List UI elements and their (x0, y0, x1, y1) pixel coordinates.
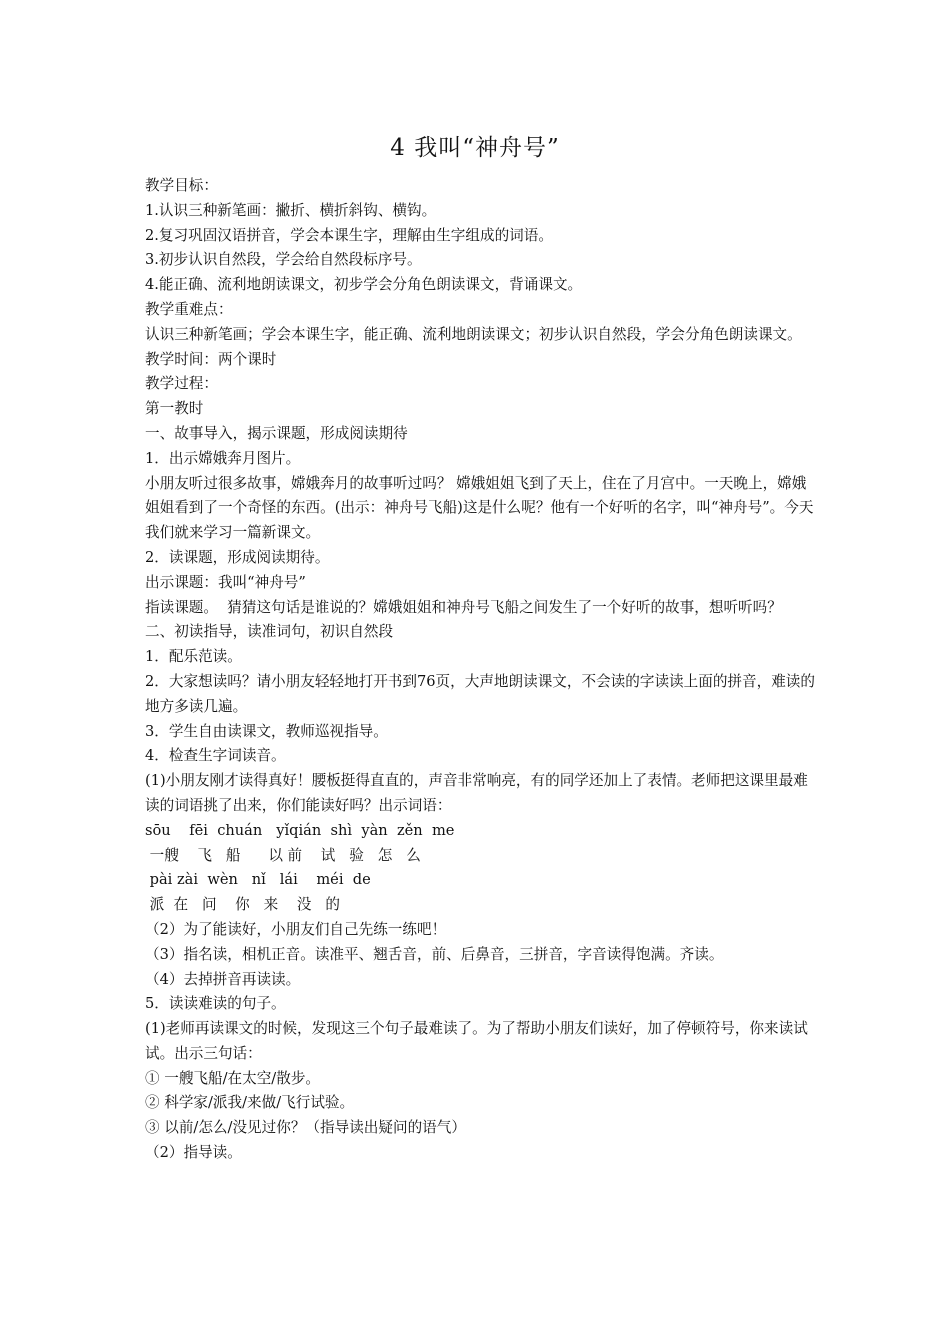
pinyin-line: sōu fēi chuán yǐqián shì yàn zěn me (145, 821, 455, 839)
text-line: 一、故事导入，揭示课题，形成阅读期待 (145, 424, 408, 442)
text-line: 认识三种新笔画；学会本课生字，能正确、流利地朗读课文；初步认识自然段，学会分角色朗读课文。 (145, 325, 802, 343)
text-line: （4）去掉拼音再读读。 (145, 970, 301, 988)
vocabulary-line: 派 在 问 你 来 没 的 (145, 896, 340, 914)
text-line: （2）为了能读好，小朋友们自己先练一练吧！ (145, 920, 447, 938)
text-line: （3）指名读，相机正音。读准平、翘舌音，前、后鼻音，三拼音，字音读得饱满。齐读。 (145, 945, 724, 963)
text-line: 2．读课题，形成阅读期待。 (145, 548, 330, 566)
text-line: （2）指导读。 (145, 1144, 242, 1162)
text-line: 教学过程： (145, 375, 218, 393)
text-line: 教学时间：两个课时 (145, 350, 277, 368)
text-line: (1)小朋友刚才读得真好！腰板挺得直直的，声音非常响亮，有的同学还加上了表情。老师把这课里最难读的词语挑了出来，你们能读好吗？出示词语： (145, 772, 808, 814)
text-line: 3.初步认识自然段，学会给自然段标序号。 (145, 251, 422, 269)
text-line: 小朋友听过很多故事，嫦娥奔月的故事听过吗？ 嫦娥姐姐飞到了天上，住在了月宫中。一天晚上，嫦娥姐姐看到了一个奇怪的东西。(出示：神舟号飞船)这是什么呢？他有一个好听的名字，叫“神舟号”。今天我们就来学习一篇新课文。 (145, 474, 814, 542)
text-line: 5．读读难读的句子。 (145, 995, 286, 1013)
sentence-line: ③ 以前/怎么/没见过你？（指导读出疑问的语气） (145, 1119, 466, 1137)
text-line: 1.认识三种新笔画：撇折、横折斜钩、横钩。 (145, 201, 437, 219)
text-line: 1．出示嫦娥奔月图片。 (145, 449, 301, 467)
text-line: 教学目标： (145, 177, 218, 194)
text-line: 3．学生自由读课文，教师巡视指导。 (145, 722, 388, 740)
text-line: 2．大家想读吗？请小朋友轻轻地打开书到76页，大声地朗读课文，不会读的字读读上面的拼音，难读的地方多读几遍。 (145, 672, 815, 715)
sentence-line: ② 科学家/派我/来做/飞行试验。 (145, 1094, 355, 1112)
text-line: 4.能正确、流利地朗读课文，初步学会分角色朗读课文，背诵课文。 (145, 276, 583, 294)
document-body (145, 174, 815, 1166)
sentence-line: ① 一艘飞船/在太空/散步。 (145, 1069, 321, 1087)
text-line: 二、初读指导，读准词句，初识自然段 (145, 623, 394, 641)
text-line: (1)老师再读课文的时候，发现这三个句子最难读了。为了帮助小朋友们读好，加了停顿符号，你来读试试。出示三句话： (145, 1020, 808, 1062)
text-line: 教学重难点： (145, 300, 233, 318)
pinyin-line: pài zài wèn nǐ lái méi de (145, 871, 371, 889)
text-line: 第一教时 (145, 400, 204, 418)
text-line: 指读课题。 猜猜这句话是谁说的？嫦娥姐姐和神舟号飞船之间发生了一个好听的故事，想听听吗？ (145, 598, 782, 616)
document-title: 4 我叫“神舟号” (390, 135, 560, 161)
text-line: 出示课题：我叫“神舟号” (145, 573, 306, 591)
text-line: 2.复习巩固汉语拼音，学会本课生字，理解由生字组成的词语。 (145, 226, 553, 244)
text-line: 1．配乐范读。 (145, 648, 242, 666)
vocabulary-line: 一艘 飞 船 以 前 试 验 怎 么 (145, 846, 421, 864)
text-line: 4．检查生字词读音。 (145, 747, 286, 765)
